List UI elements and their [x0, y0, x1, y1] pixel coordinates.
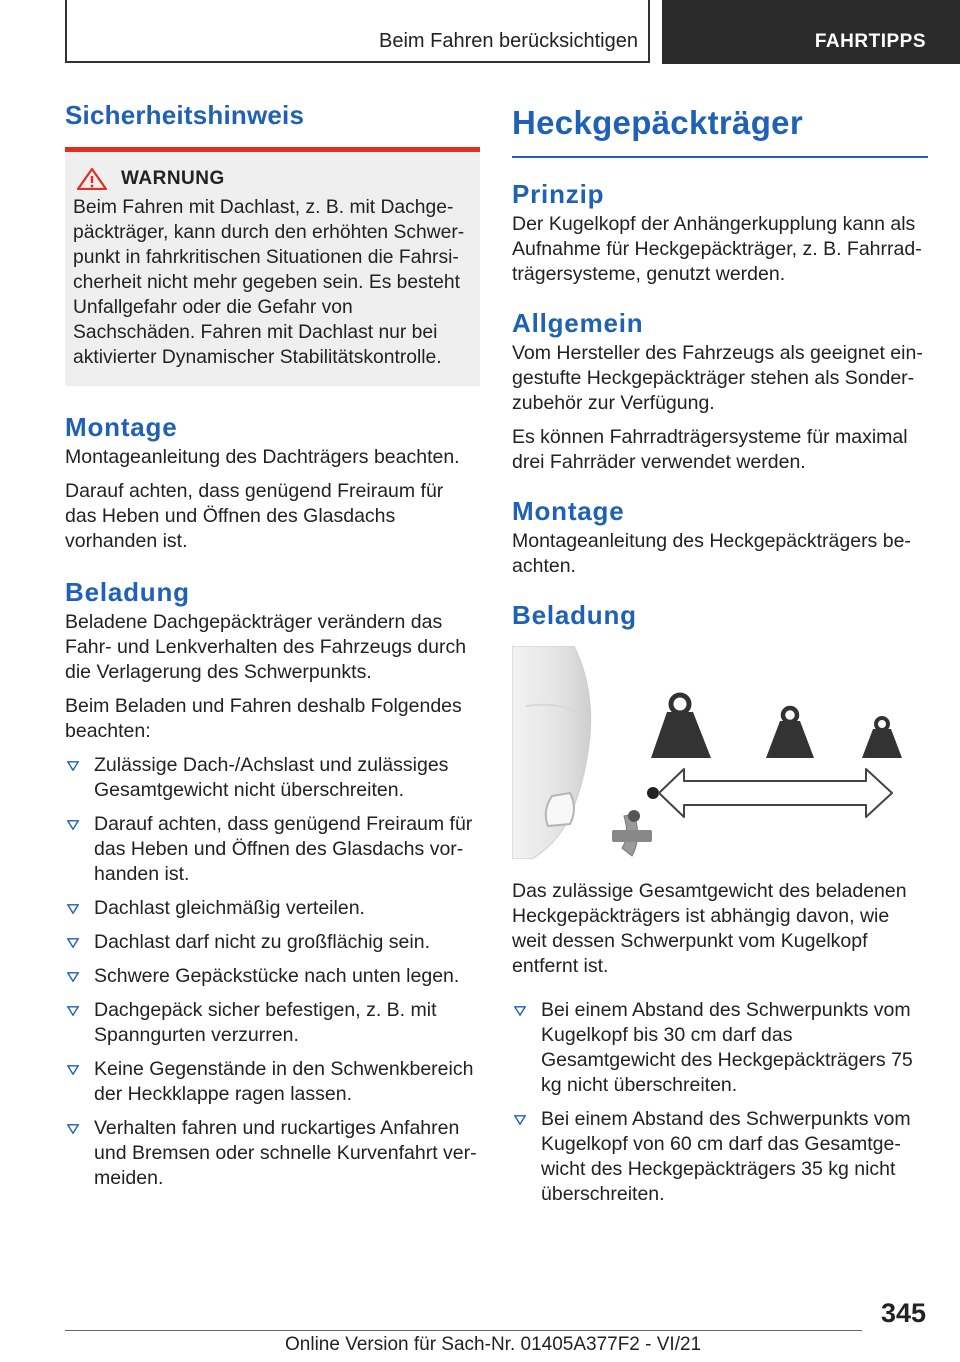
bullet-triangle-icon — [67, 938, 79, 948]
list-item: Zulässige Dach-/Achslast und zulässiges Gesamtgewicht nicht überschreiten. — [65, 753, 480, 803]
warning-box — [65, 152, 480, 386]
bullet-triangle-icon — [67, 972, 79, 982]
allgemein-text-2: Es können Fahrradträgersysteme für maximal drei Fahrräder verwendet werden. — [512, 426, 908, 473]
warning-header — [73, 168, 472, 190]
montage-text-right: Montageanleitung des Heckgepäckträgers beachten. — [512, 530, 911, 577]
footer-rule — [65, 1330, 862, 1331]
right-column — [512, 100, 928, 1216]
safety-heading: Sicherheitshinweis — [65, 100, 305, 130]
section-title: Beim Fahren berücksichtigen — [378, 30, 638, 52]
montage-text-1: Montageanleitung des Dachträgers beachten. — [65, 446, 460, 468]
list-item: Bei einem Abstand des Schwerpunkts vom Kugelkopf bis 30 cm darf das Gesamtgewicht des Heckgepäckträgers 75 kg nicht überschreiten. — [512, 998, 928, 1098]
allgemein-heading: Allgemein — [512, 308, 644, 338]
footer-online-text: Online Version für Sach-Nr. 01405A377F2 - VI/21 — [285, 1334, 702, 1355]
allgemein-text-1: Vom Hersteller des Fahrzeugs als geeignet eingestufte Heckgepäckträger stehen als Sonderzubehör zur Verfügung. — [512, 342, 923, 414]
list-item: Darauf achten, dass genügend Freiraum für das Heben und Öffnen des Glasdachs vorhanden ist. — [65, 812, 480, 887]
list-item: Bei einem Abstand des Schwerpunkts vom Kugelkopf von 60 cm darf das Gesamtgewicht des Heckgepäckträgers 35 kg nicht überschreiten. — [512, 1107, 928, 1207]
beladung-heading-right: Beladung — [512, 600, 637, 630]
page-title: Heckgepäckträger — [512, 104, 803, 141]
list-item: Dachlast gleichmäßig verteilen. — [65, 896, 480, 921]
prinzip-text: Der Kugelkopf der Anhängerkupplung kann als Aufnahme für Heckgepäckträger, z. B. Fahrradträgersysteme, genutzt werden. — [512, 213, 922, 285]
bullet-triangle-icon — [67, 761, 79, 771]
warning-label: WARNUNG — [121, 168, 225, 189]
bullet-triangle-icon — [67, 1124, 79, 1134]
exhaust — [546, 793, 574, 826]
list-item: Dachgepäck sicher befestigen, z. B. mit Spanngurten verzurren. — [65, 998, 480, 1048]
page-number: 345 — [880, 1298, 926, 1328]
load-illustration — [512, 646, 928, 859]
montage-heading: Montage — [65, 412, 178, 442]
prinzip-heading: Prinzip — [512, 179, 605, 209]
warning-text: Beim Fahren mit Dachlast, z. B. mit Dachgepäckträger, kann durch den erhöhten Schwerpunkt in fahrkritischen Situationen die Fahrsicherheit nicht mehr gegeben sein. Es besteht Unfallgefahr oder die Gefahr von Sachschäden. Fahren mit Dachlast nur bei aktivierter Dynamischer Stabilitätskontrolle. — [73, 197, 465, 368]
beladung-list — [65, 753, 480, 1191]
chapter-label: FAHRTIPPS — [814, 31, 926, 52]
beladung-text-2: Beim Beladen und Fahren deshalb Folgendes beachten: — [65, 695, 462, 742]
list-item: Dachlast darf nicht zu großflächig sein. — [65, 930, 480, 955]
title-rule — [512, 156, 928, 158]
bullet-triangle-icon — [67, 904, 79, 914]
bullet-triangle-icon — [514, 1115, 526, 1125]
list-item: Verhalten fahren und ruckartiges Anfahren und Bremsen oder schnelle Kurvenfahrt vermeiden. — [65, 1116, 480, 1191]
bullet-triangle-icon — [67, 1006, 79, 1016]
left-column — [65, 100, 480, 1200]
list-item: Schwere Gepäckstücke nach unten legen. — [65, 964, 480, 989]
warning-triangle-icon — [77, 168, 107, 190]
bullet-triangle-icon — [67, 1065, 79, 1075]
bullet-triangle-icon — [514, 1006, 526, 1016]
ball-head — [647, 787, 659, 799]
beladung-text-1: Beladene Dachgepäckträger verändern das Fahr- und Lenkverhalten des Fahrzeugs durch die Verlagerung des Schwerpunkts. — [65, 611, 467, 683]
beladung-caption: Das zulässige Gesamtgewicht des beladenen Heckgepäckträgers ist abhängig davon, wie weit dessen Schwerpunkt vom Kugelkopf entfernt ist. — [512, 880, 907, 977]
list-item: Keine Gegenstände in den Schwenkbereich der Heckklappe ragen lassen. — [65, 1057, 480, 1107]
montage-text-2: Darauf achten, dass genügend Freiraum für das Heben und Öffnen des Glasdachs vorhanden ist. — [65, 480, 444, 552]
montage-heading-right: Montage — [512, 496, 625, 526]
bullet-triangle-icon — [67, 820, 79, 830]
beladung-list-right — [512, 998, 928, 1207]
beladung-heading: Beladung — [65, 577, 190, 607]
